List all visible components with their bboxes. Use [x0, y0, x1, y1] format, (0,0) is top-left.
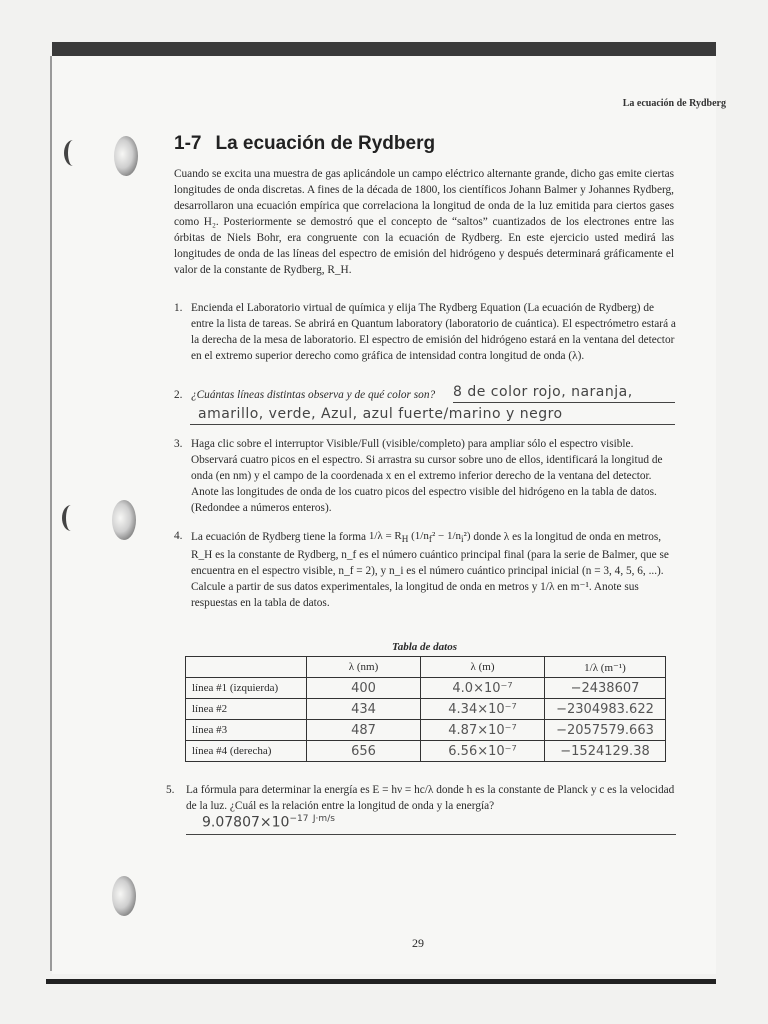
question-number: 1. [174, 302, 183, 314]
running-header: La ecuación de Rydberg [622, 98, 726, 109]
table-cell: 6.56×10⁻⁷ [421, 741, 545, 762]
answer-exponent: −17 [289, 814, 309, 824]
table-row [186, 678, 666, 699]
page-title [174, 133, 435, 155]
data-table [185, 656, 666, 762]
table-header [186, 657, 307, 678]
question-number: 4. [174, 530, 183, 542]
table-header: λ (m) [421, 657, 545, 678]
table-row [186, 720, 666, 741]
question-text: La fórmula para determinar la energía es E = hν = hc/λ donde h es la constante de Planck y c es la velocidad de la luz. ¿Cuál es la relación entre la longitud de onda y la energía? [186, 784, 675, 812]
handwritten-answer [202, 814, 335, 831]
punch-hole [112, 500, 136, 540]
punch-hole [112, 876, 136, 916]
handwritten-answer: 8 de color rojo, naranja, [453, 384, 633, 400]
question-4 [174, 528, 679, 611]
rydberg-formula: $1/\lambda = R_H$ $(1/n_f^2 - 1/n_i^2)$ [368, 530, 471, 545]
punch-hole [114, 136, 138, 176]
question-text-part: La ecuación de Rydberg tiene la forma [191, 531, 366, 544]
section-number: 1-7 [174, 133, 202, 154]
table-title: Tabla de datos [392, 641, 457, 653]
intro-paragraph: Cuando se excita una muestra de gas aplicándole un campo eléctrico alternante grande, dicho gas emite ciertas longitudes de onda discretas. A fines de la década de 1800, los científicos Johann Balmer y Johannes Rydberg, desarrollaron una ecuación empírica que correlaciona la longitud de onda de la luz emitida para ciertos gases como H₂. Posteriormente se demostró que el concepto de “saltos” cuantizados de los electrones entre las órbitas de Niels Bohr, era congruente con la ecuación de Rydberg. En este ejercicio usted medirá las longitudes de onda de las líneas del espectro de emisión del hidrógeno y después determinará gráficamente el valor de la constante de Rydberg, R_H. [174, 168, 674, 276]
table-cell: −2057579.663 [545, 720, 666, 741]
table-row [186, 741, 666, 762]
answer-value: 9.07807×10 [202, 814, 290, 831]
question-number: 2. [174, 389, 183, 401]
answer-line [186, 834, 676, 835]
question-5 [166, 782, 676, 814]
page-number: 29 [412, 936, 424, 950]
question-number: 5. [166, 784, 175, 796]
row-label: línea #4 (derecha) [186, 741, 307, 762]
row-label: línea #1 (izquierda) [186, 678, 307, 699]
question-text [191, 528, 679, 611]
table-cell: −1524129.38 [545, 741, 666, 762]
row-label: línea #3 [186, 720, 307, 741]
table-cell: 4.34×10⁻⁷ [421, 699, 545, 720]
table-cell: 434 [307, 699, 421, 720]
binder-ring-mark [62, 505, 80, 531]
table-cell: −2304983.622 [545, 699, 666, 720]
question-text: Encienda el Laboratorio virtual de química y elija The Rydberg Equation (La ecuación de Rydberg) de entre la lista de tareas. Se abrirá en Quantum laboratory (laboratorio de cuántica). El espectrómetro estará a la derecha de la mesa de laboratorio. El espectro de emisión del hidrógeno estará en la ventana del detector en el extremo superior derecho como gráfica de intensidad contra longitud de onda (λ). [191, 302, 676, 362]
binder-ring-mark [64, 140, 82, 166]
table-row [186, 699, 666, 720]
answer-unit: J·m/s [312, 814, 335, 824]
table-cell: 400 [307, 678, 421, 699]
scan-top-edge [52, 42, 716, 56]
table-header: 1/λ (m⁻¹) [545, 657, 666, 678]
table-header-row [186, 657, 666, 678]
scan-bottom-edge [46, 979, 716, 984]
question-text: ¿Cuántas líneas distintas observa y de qué color son? [191, 389, 436, 401]
table-cell: 656 [307, 741, 421, 762]
answer-line [190, 424, 675, 425]
question-text: Haga clic sobre el interruptor Visible/Full (visible/completo) para ampliar sólo el espectro visible. Observará cuatro picos en el espectro. Si arrastra su cursor sobre uno de ellos, identificará la longitud de onda (en nm) y el campo de la coordenada x en el extremo inferior derecho de la ventana del detector. Anote las longitudes de onda de los cuatro picos del espectro visible del hidrógeno en la tabla de datos. (Redondee a números enteros). [191, 438, 663, 514]
table-cell: 4.0×10⁻⁷ [421, 678, 545, 699]
table-cell: 4.87×10⁻⁷ [421, 720, 545, 741]
table-header: λ (nm) [307, 657, 421, 678]
answer-line [453, 402, 675, 403]
section-title: La ecuación de Rydberg [215, 133, 436, 154]
question-3 [174, 436, 679, 516]
question-1 [174, 300, 679, 364]
table-cell: 487 [307, 720, 421, 741]
question-text-part: donde λ es la longitud de onda en metros, R_H es la constante de Rydberg, n_f es el número cuántico principal final (para la serie de Balmer, que se encuentra en el espectro visible, n_f = 2), y n_i es el número cuántico principal inicial (n = 3, 4, 5, 6, ...). Calcule a partir de sus datos experimentales, la longitud de onda en metros y 1/λ en m⁻¹. Anote sus respuestas en la tabla de datos. [191, 531, 669, 610]
row-label: línea #2 [186, 699, 307, 720]
question-number: 3. [174, 438, 183, 450]
table-cell: −2438607 [545, 678, 666, 699]
handwritten-answer: amarillo, verde, Azul, azul fuerte/marino y negro [198, 406, 563, 422]
